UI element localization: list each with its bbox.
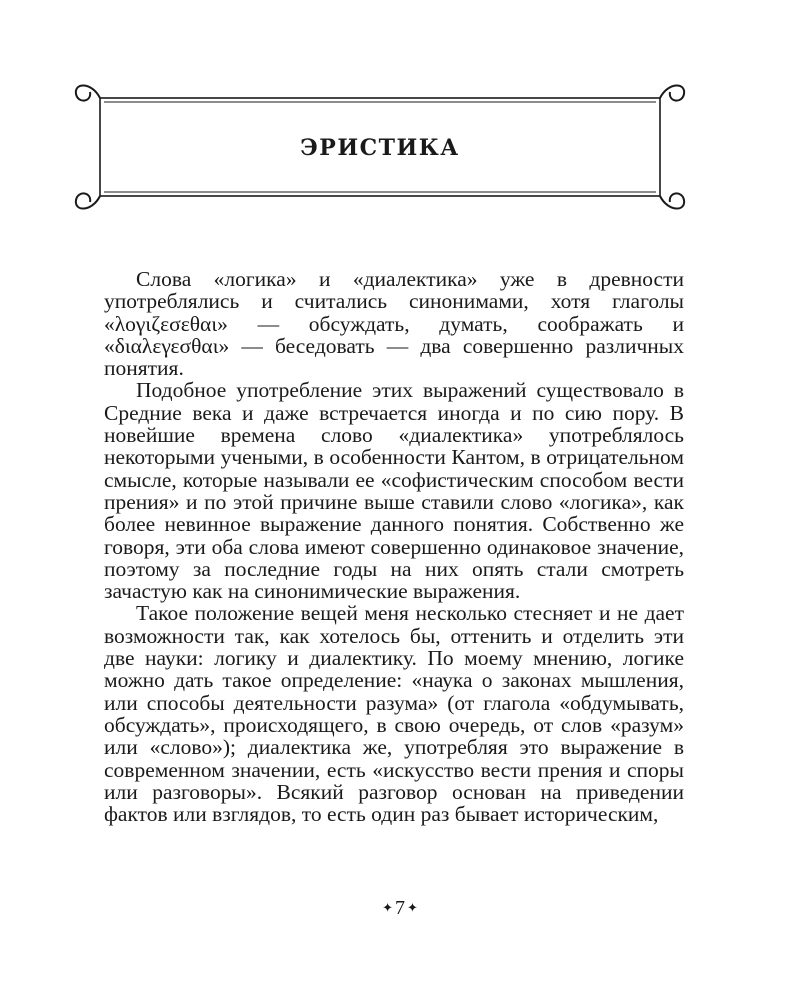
chapter-title: ЭРИСТИКА — [300, 135, 460, 161]
paragraph-1: Слова «логика» и «диалектика» уже в древности употреблялись и считались синонимами, хотя глаголы «λογιζεσεθαι» — обсуждать, думать, соображать и «διαλεγεσθαι» — беседовать — два совершенно различных понятия. — [104, 267, 684, 381]
page-footer — [0, 897, 800, 920]
page-number: 7 — [395, 897, 405, 919]
paragraph-3: Такое положение вещей меня несколько стесняет и не дает возможности так, как хотелось бы, оттенить и отделить эти две науки: логику и диалектику. По моему мнению, логике можно дать такое определение: «наука о законах мышления, или способы деятельности разума» (от глагола «обдумывать, обсуждать», происходящего, в свою очередь, от слов «разум» или «слово»); диалектика же, употребляя это выражение в современном значении, есть «искусство вести прения и споры или разговоры». Всякий разговор основан на приведении фактов или взглядов, то есть один раз бывает историческим, — [104, 601, 684, 827]
ornament-right-icon: ✦ — [407, 900, 418, 915]
chapter-title-frame — [70, 72, 690, 222]
ornament-left-icon: ✦ — [382, 900, 393, 915]
body-text — [104, 268, 684, 825]
paragraph-2: Подобное употребление этих выражений существовало в Средние века и даже встречается иногда и по сию пору. В новейшие времена слово «диалектика» употреблялось некоторыми учеными, в особенности Кантом, в отрицательном смысле, которые называли ее «софистическим способом вести прения» и по этой причине выше ставили слово «логика», как более невинное выражение данного понятия. Собственно же говоря, эти оба слова имеют совершенно одинаковое значение, поэтому за последние годы на них опять стали смотреть зачастую как на синонимические выражения. — [104, 378, 684, 604]
